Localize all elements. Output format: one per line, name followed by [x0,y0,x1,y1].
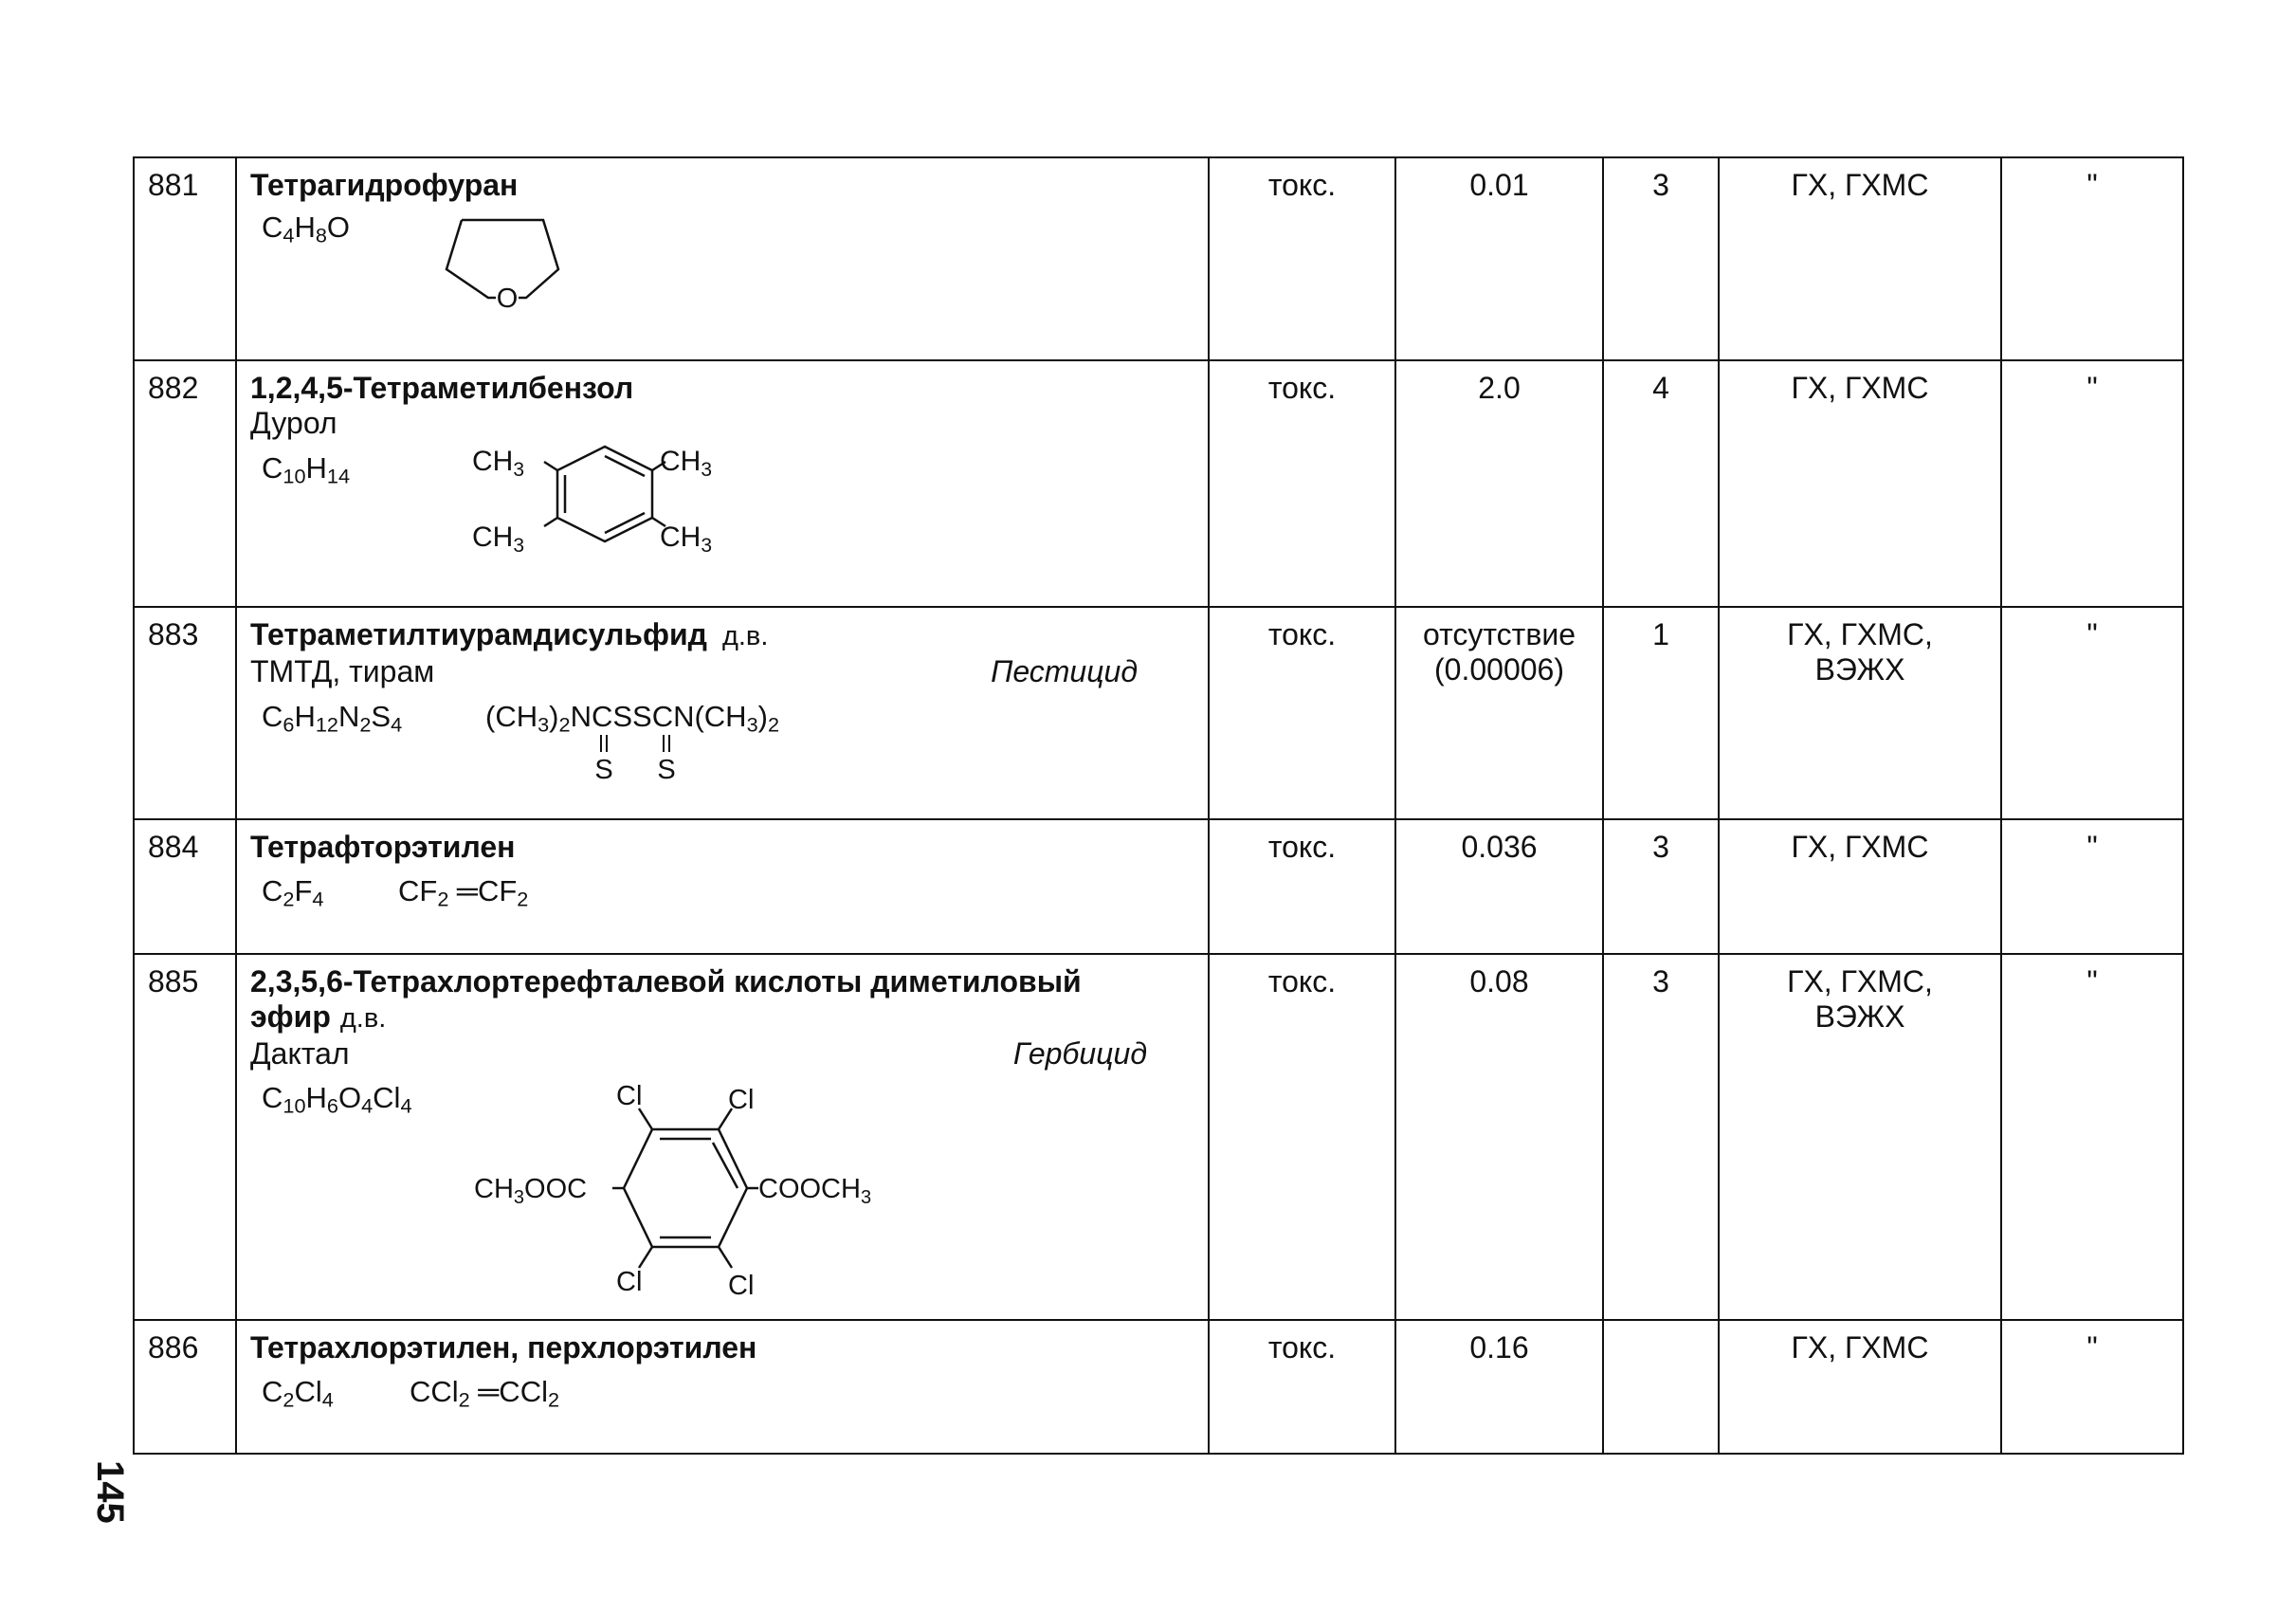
substance-cell [236,607,1209,819]
molecular-formula: $C_{10}H_6O_4Cl_4$ [262,1081,412,1118]
class-cell: 3 [1603,157,1719,360]
ref-cell: " [2001,360,2183,607]
methods-line: ГХ, ГХМС, [1787,617,1933,651]
class-cell: 1 [1603,607,1719,819]
value-line: (0.00006) [1434,652,1564,687]
ref-cell: " [2001,819,2183,954]
class-cell: 3 [1603,819,1719,954]
methods-line: ВЭЖХ [1814,652,1905,687]
ref-cell: " [2001,954,2183,1320]
type-cell: токс. [1209,954,1395,1320]
methods-line: ВЭЖХ [1814,999,1905,1034]
substance-name: Тетрахлорэтилен, перхлорэтилен [250,1330,757,1365]
svg-text:O: O [496,284,519,314]
type-cell: токс. [1209,819,1395,954]
svg-text:CH3OOC: $CH_3OOC$ [474,1174,588,1208]
table-row [134,819,2183,954]
type-cell: токс. [1209,360,1395,607]
substance-cell [236,819,1209,954]
row-number: 881 [134,157,236,360]
substance-role: Пестицид [991,654,1138,688]
substance-name: Тетрагидрофуран [250,168,519,202]
molecular-formula: $C_{10}H_{14}$ [262,451,351,488]
methods-cell: ГХ, ГХМС [1719,157,2001,360]
value-cell: 0.08 [1395,954,1603,1320]
substances-table [133,156,2184,1455]
value-cell: 2.0 [1395,360,1603,607]
substance-name: Тетрафторэтилен [250,830,516,864]
row-number: 884 [134,819,236,954]
svg-text:CH3: $CH_3$ [472,522,525,557]
type-cell: токс. [1209,607,1395,819]
table-row [134,360,2183,607]
molecular-formula: $C_2F_4$ [262,874,324,911]
svg-text:Cl: Cl [728,1271,755,1301]
value-cell: 0.16 [1395,1320,1603,1454]
value-cell: 0.036 [1395,819,1603,954]
row-number: 886 [134,1320,236,1454]
tetrachloroethylene-structure: CCl$_2$ ═CCl$_2$ [410,1375,560,1412]
svg-text:COOCH3: $COOCH_3$ [758,1174,872,1208]
substance-cell [236,157,1209,360]
row-number: 885 [134,954,236,1320]
substance-synonym: Дактал [250,1036,350,1071]
svg-text:Cl: Cl [728,1085,755,1115]
methods-cell [1719,607,2001,819]
page-number: 145 [89,1460,131,1524]
substance-cell [236,360,1209,607]
methods-cell: ГХ, ГХМС [1719,1320,2001,1454]
thiram-sulfur-bonds [590,731,703,788]
methods-line: ГХ, ГХМС, [1787,964,1933,998]
active-substance-mark: д.в. [339,1003,387,1034]
substance-role: Гербицид [1012,1036,1147,1071]
molecular-formula: $C_4H_8O$ [262,211,351,247]
table-row [134,1320,2183,1454]
svg-text:CH3: $CH_3$ [472,446,525,481]
substance-name-line: эфир [250,999,331,1034]
methods-cell: ГХ, ГХМС [1719,360,2001,607]
value-cell: 0.01 [1395,157,1603,360]
table-row [134,954,2183,1320]
substance-synonym: ТМТД, тирам [250,654,435,688]
tetrahydrofuran-structure [441,211,574,315]
ref-cell: " [2001,157,2183,360]
tetrafluoroethylene-structure: $CF_2$ $═CF_2$ [398,874,529,911]
methods-cell [1719,954,2001,1320]
class-cell: 4 [1603,360,1719,607]
substance-cell [236,954,1209,1320]
svg-text:S: S [657,755,676,785]
svg-text:CH3: $CH_3$ [660,446,713,481]
svg-text:S: S [594,755,613,785]
type-cell: токс. [1209,1320,1395,1454]
substance-name-line: 2,3,5,6-Тетрахлортерефталевой кислоты диметиловый [250,964,1082,998]
table-row [134,607,2183,819]
svg-text:CH3: $CH_3$ [660,522,713,557]
methods-cell: ГХ, ГХМС [1719,819,2001,954]
substance-name: Тетраметилтиурамдисульфид [250,617,707,651]
type-cell: токс. [1209,157,1395,360]
value-line: отсутствие [1422,617,1576,651]
svg-text:Cl: Cl [616,1267,643,1297]
substance-synonym: Дурол [250,406,337,440]
row-number: 883 [134,607,236,819]
durene-structure [465,439,749,562]
active-substance-mark: д.в. [721,621,769,651]
ref-cell: " [2001,1320,2183,1454]
ref-cell: " [2001,607,2183,819]
substance-name: 1,2,4,5-Тетраметилбензол [250,371,634,405]
table-row [134,157,2183,360]
class-cell [1603,1320,1719,1454]
dacthal-structure [474,1076,920,1304]
molecular-formula: $C_6H_{12}N_2S_4$ [262,700,403,737]
substance-cell [236,1320,1209,1454]
thiram-structure: $(CH_3)_2NCSSCN(CH_3)_2$ [485,700,780,737]
molecular-formula: $C_2Cl_4$ [262,1375,334,1412]
class-cell: 3 [1603,954,1719,1320]
value-cell [1395,607,1603,819]
row-number: 882 [134,360,236,607]
svg-text:Cl: Cl [616,1081,643,1111]
